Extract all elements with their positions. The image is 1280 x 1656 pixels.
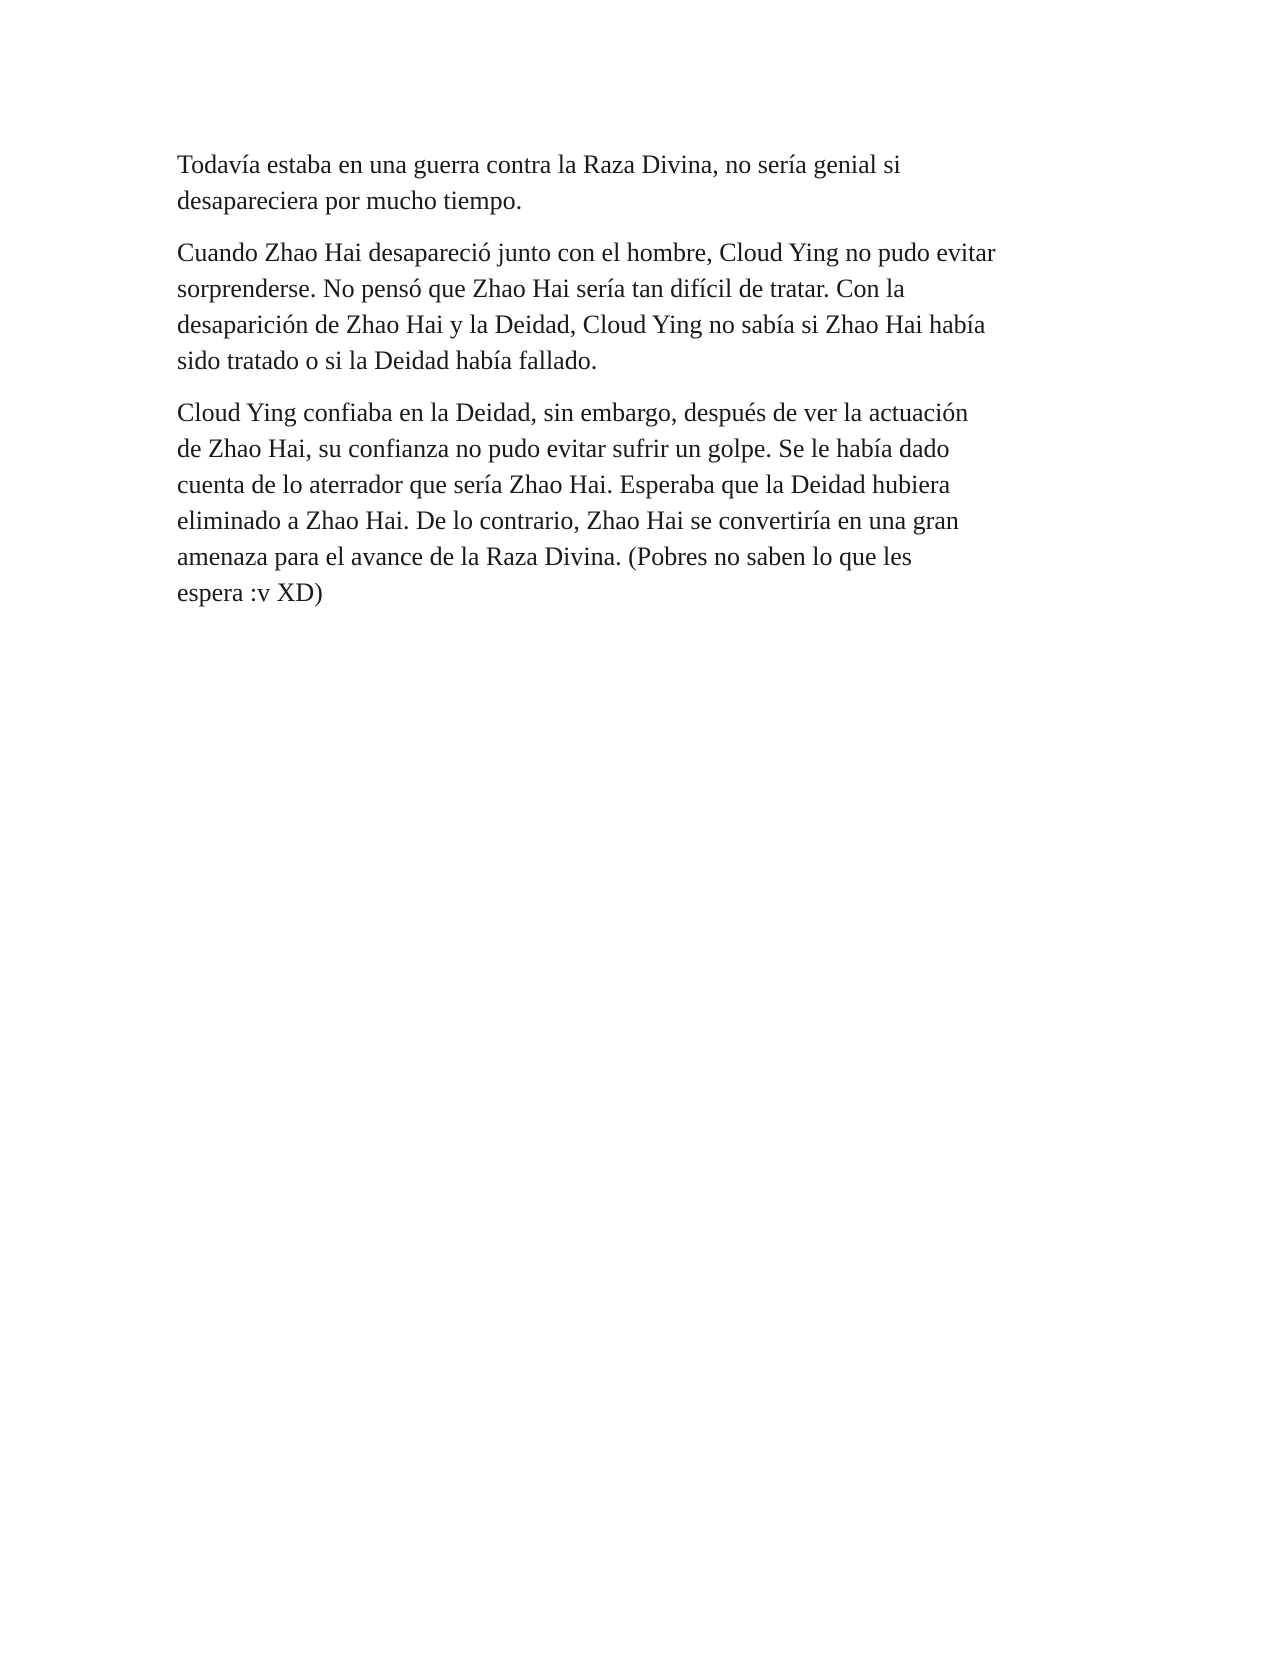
text-line: eliminado a Zhao Hai. De lo contrario, Zhao Hai se convertiría en una gran bbox=[177, 506, 959, 535]
paragraph-1 bbox=[177, 147, 1112, 219]
text-line: espera :v XD) bbox=[177, 578, 323, 607]
text-line: de Zhao Hai, su confianza no pudo evitar sufrir un golpe. Se le había dado bbox=[177, 434, 950, 463]
text-line: Todavía estaba en una guerra contra la Raza Divina, no sería genial si bbox=[177, 150, 901, 179]
paragraph-2 bbox=[177, 235, 1112, 379]
text-line: desaparición de Zhao Hai y la Deidad, Cloud Ying no sabía si Zhao Hai había bbox=[177, 310, 986, 339]
text-line: Cloud Ying confiaba en la Deidad, sin embargo, después de ver la actuación bbox=[177, 398, 969, 427]
text-line: Cuando Zhao Hai desapareció junto con el hombre, Cloud Ying no pudo evitar bbox=[177, 238, 996, 267]
document-body bbox=[177, 147, 1112, 627]
text-line: desapareciera por mucho tiempo. bbox=[177, 186, 523, 215]
text-line: amenaza para el avance de la Raza Divina. (Pobres no saben lo que les bbox=[177, 542, 912, 571]
text-line: sido tratado o si la Deidad había fallado. bbox=[177, 346, 598, 375]
paragraph-3 bbox=[177, 395, 1112, 611]
text-line: sorprenderse. No pensó que Zhao Hai sería tan difícil de tratar. Con la bbox=[177, 274, 905, 303]
text-line: cuenta de lo aterrador que sería Zhao Hai. Esperaba que la Deidad hubiera bbox=[177, 470, 951, 499]
